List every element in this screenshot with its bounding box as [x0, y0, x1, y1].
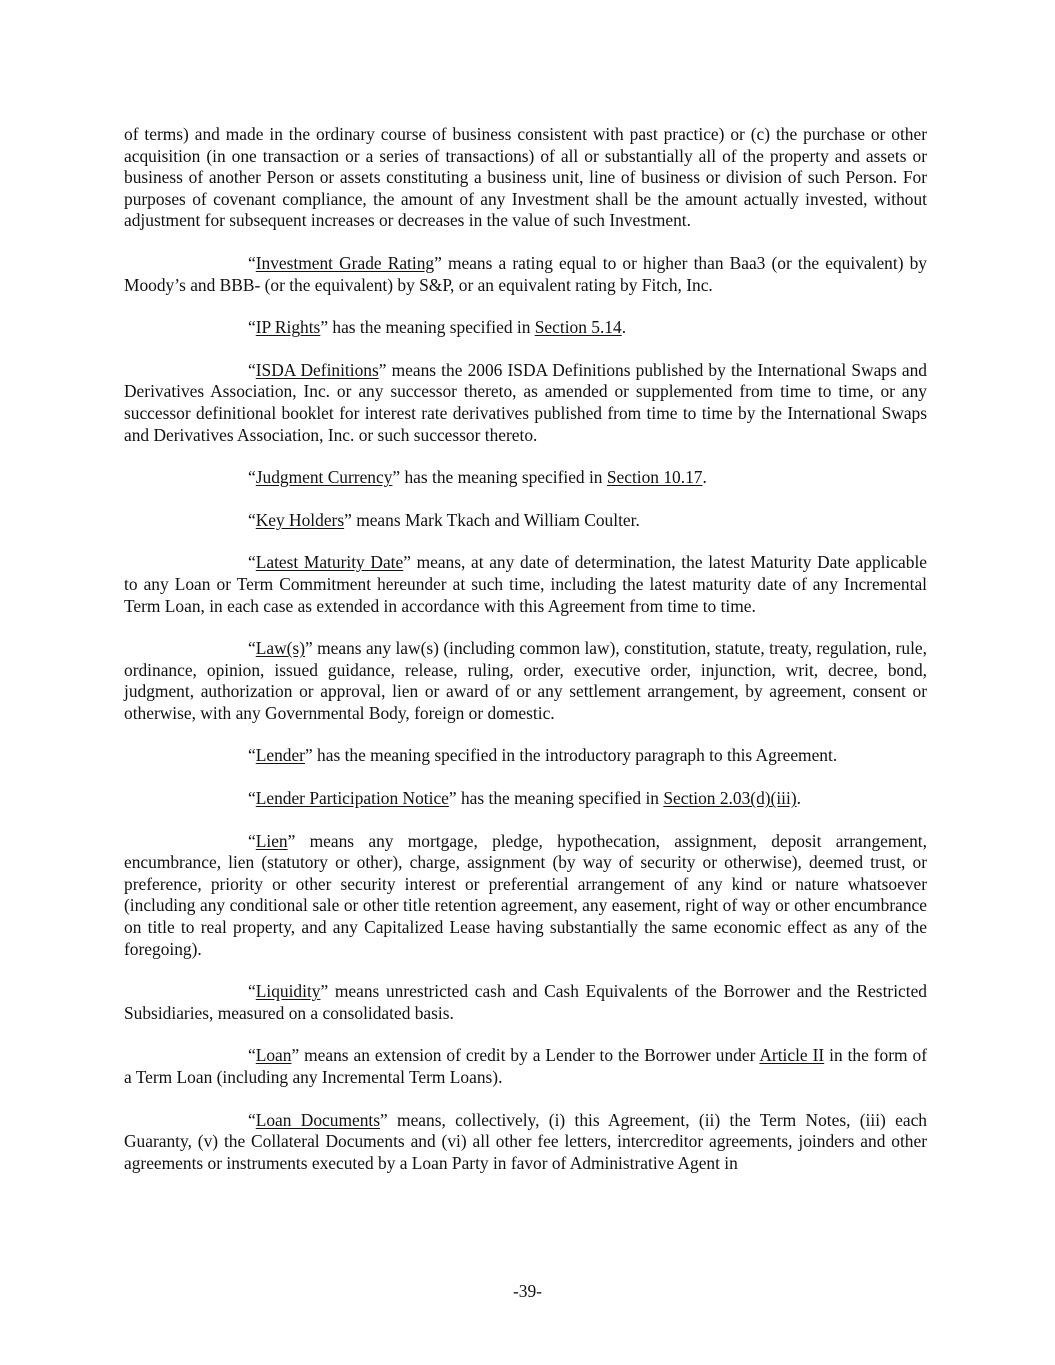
definition-paragraph — [124, 552, 927, 617]
underlined-term: Lender — [255, 745, 305, 766]
underlined-term: Law(s) — [255, 638, 305, 659]
definition-text: “ — [248, 830, 256, 851]
definition-text: ” means any mortgage, pledge, hypothecation, assignment, deposit arrangement, encumbrance, lien (statutory or other), charge, assignment (by way of security or otherwise), deemed trust, or preference, priority or other security interest or preferential arrangement of any kind or nature whatsoever (including any conditional sale or other title retention agreement, any easement, right of way or other encumbrance on title to real property, and any Capitalized Lease having substantially the same economic effect as any of the foregoing). — [124, 830, 927, 959]
underlined-term: Liquidity — [255, 981, 321, 1002]
definitions-list — [124, 253, 927, 1174]
underlined-term: Investment Grade Rating — [255, 252, 435, 273]
document-page — [124, 124, 927, 1195]
underlined-term: Lien — [255, 830, 288, 851]
definition-text: ” means Mark Tkach and William Coulter. — [344, 509, 640, 530]
definition-text: “ — [248, 252, 256, 273]
definition-text: “ — [248, 981, 256, 1002]
underlined-term: Section 10.17 — [606, 467, 703, 488]
definition-text: ” has the meaning specified in — [448, 788, 664, 809]
page-number: -39- — [513, 1281, 542, 1301]
underlined-term: Lender Participation Notice — [255, 788, 449, 809]
definition-text: “ — [248, 788, 256, 809]
definition-paragraph — [124, 981, 927, 1024]
definition-text: “ — [248, 1045, 256, 1066]
underlined-term: Loan — [255, 1045, 292, 1066]
definition-paragraph — [124, 638, 927, 724]
definition-text: . — [621, 317, 627, 338]
definition-paragraph — [124, 831, 927, 961]
definition-paragraph — [124, 253, 927, 296]
underlined-term: Article II — [759, 1045, 825, 1066]
underlined-term: Loan Documents — [255, 1109, 380, 1130]
underlined-term: IP Rights — [255, 317, 321, 338]
definition-text: “ — [248, 509, 256, 530]
underlined-term: Latest Maturity Date — [255, 552, 404, 573]
definition-text: “ — [248, 745, 256, 766]
definition-text: . — [702, 467, 707, 488]
definition-text: ” means, collectively, (i) this Agreement, (ii) the Term Notes, (iii) each Guaranty, (v) the Collateral Documents and (vi) all other fee letters, intercreditor agreements, joinders and other agreements or instruments executed by a Loan Party in favor of Administrative Agent in — [124, 1109, 927, 1173]
definition-text: “ — [248, 1109, 256, 1130]
definition-paragraph — [124, 317, 927, 339]
definition-text: “ — [248, 638, 256, 659]
definition-paragraph — [124, 510, 927, 532]
definition-text: ” means any law(s) (including common law), constitution, statute, treaty, regulation, rule, ordinance, opinion, issued guidance, release, ruling, order, executive order, injunction, writ, decree, bond, judgment, authorization or approval, lien or award of or any settlement arrangement, by agreement, consent or otherwise, with any Governmental Body, foreign or domestic. — [124, 638, 927, 723]
definition-text: ” means the 2006 ISDA Definitions published by the International Swaps and Derivatives Association, Inc. or any successor thereto, as amended or supplemented from time to time, or any successor definitional booklet for interest rate derivatives published from time to time by the International Swaps and Derivatives Association, Inc. or such successor thereto. — [124, 359, 928, 445]
definition-text: ” means unrestricted cash and Cash Equivalents of the Borrower and the Restricted Subsidiaries, measured on a consolidated basis. — [124, 981, 927, 1023]
definition-paragraph — [124, 788, 927, 810]
underlined-term: Section 2.03(d)(iii) — [663, 788, 797, 809]
definition-text: “ — [248, 359, 256, 380]
definition-text: “ — [248, 552, 256, 573]
definition-text: ” has the meaning specified in — [320, 317, 535, 338]
definition-paragraph — [124, 467, 927, 489]
definition-text: ” means, at any date of determination, the latest Maturity Date applicable to any Loan or Term Commitment hereunder at such time, including the latest maturity date of any Incremental Term Loan, in each case as extended in accordance with this Agreement from time to time. — [124, 552, 927, 616]
definition-paragraph — [124, 745, 927, 767]
definition-text: ” has the meaning specified in the introductory paragraph to this Agreement. — [304, 745, 838, 766]
underlined-term: Key Holders — [255, 509, 345, 530]
definition-paragraph — [124, 360, 927, 446]
definition-text: ” has the meaning specified in — [392, 467, 607, 488]
definition-text: ” means an extension of credit by a Lender to the Borrower under — [291, 1045, 760, 1066]
definition-text: . — [796, 788, 801, 809]
definition-paragraph — [124, 1110, 927, 1175]
definition-text: “ — [248, 467, 256, 488]
definition-text: ” means a rating equal to or higher than Baa3 (or the equivalent) by Moody’s and BBB- (or the equivalent) by S&P, or an equivalent rating by Fitch, Inc. — [124, 252, 927, 295]
opening-paragraph: of terms) and made in the ordinary course of business consistent with past practice) or (c) the purchase or other acquisition (in one transaction or a series of transactions) of all or substantially all of the property and assets or business of another Person or assets constituting a business unit, line of business or division of such Person. For purposes of covenant compliance, the amount of any Investment shall be the amount actually invested, without adjustment for subsequent increases or decreases in the value of such Investment. — [124, 124, 927, 231]
underlined-term: Section 5.14 — [534, 317, 622, 338]
definition-paragraph — [124, 1045, 927, 1088]
definition-text: “ — [248, 317, 256, 338]
underlined-term: Judgment Currency — [255, 467, 393, 488]
underlined-term: ISDA Definitions — [255, 359, 379, 380]
definition-text: in the form of a Term Loan (including any Incremental Term Loans). — [124, 1045, 927, 1087]
